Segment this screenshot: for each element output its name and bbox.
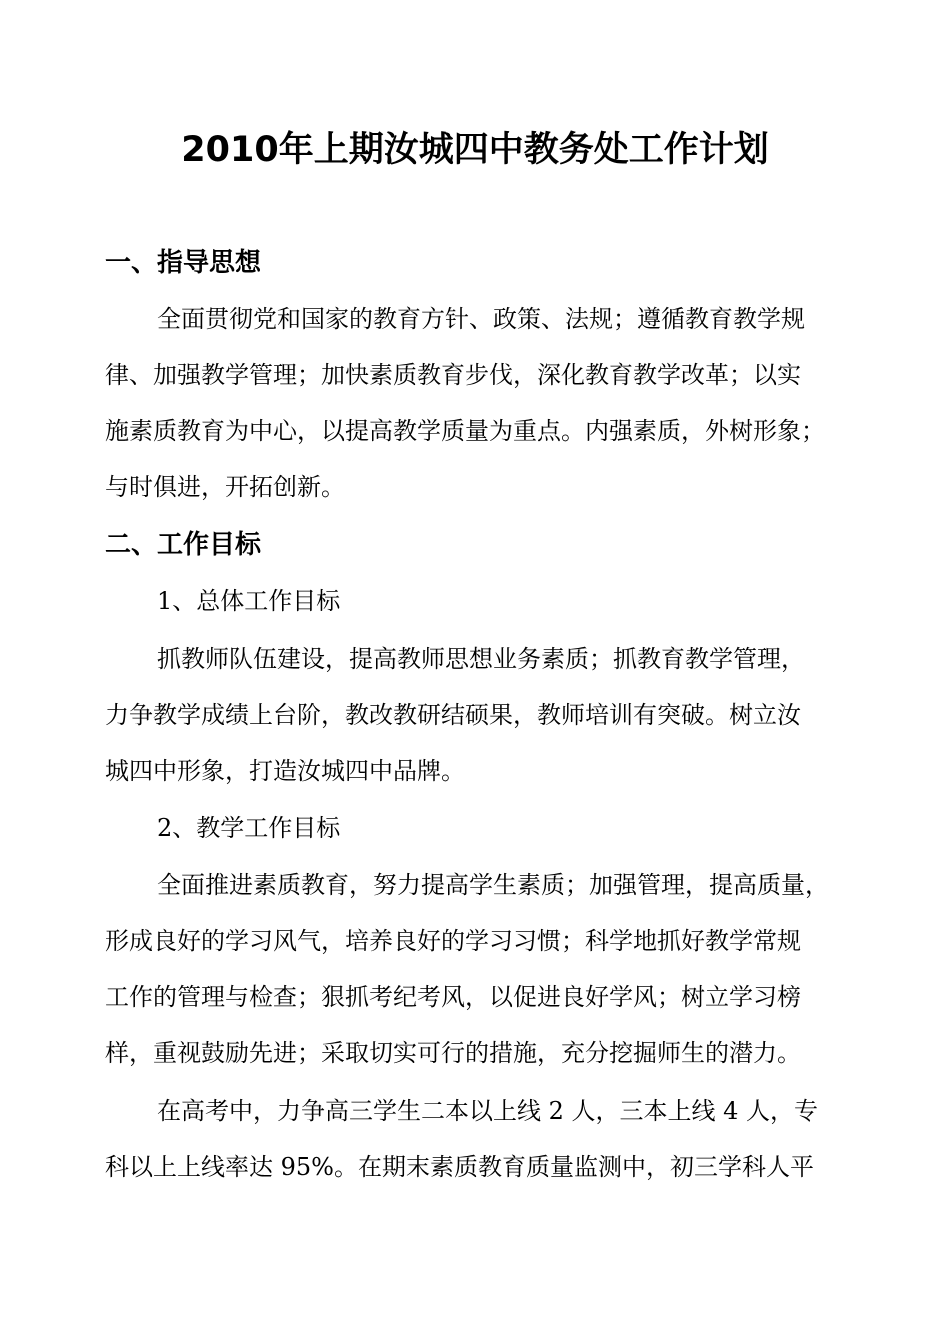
paragraph-line: 在高考中，力争高三学生二本以上线 2 人，三本上线 4 人，专 — [157, 1097, 819, 1125]
paragraph-line: 工作的管理与检查；狠抓考纪考风，以促进良好学风；树立学习榜 — [105, 983, 801, 1011]
paragraph-line: 形成良好的学习风气，培养良好的学习习惯；科学地抓好教学常规 — [105, 927, 801, 955]
paragraph-line: 施素质教育为中心，以提高教学质量为重点。内强素质，外树形象； — [105, 417, 825, 445]
paragraph-line: 城四中形象，打造汝城四中品牌。 — [105, 757, 465, 785]
document-title: 2010年上期汝城四中教务处工作计划 — [181, 130, 769, 170]
paragraph-line: 律、加强教学管理；加快素质教育步伐，深化教育教学改革；以实 — [105, 361, 801, 389]
subsection-label-teaching-goals: 2、教学工作目标 — [157, 814, 341, 842]
paragraph-line: 全面推进素质教育，努力提高学生素质；加强管理，提高质量， — [157, 871, 829, 899]
paragraph-line: 样，重视鼓励先进；采取切实可行的措施，充分挖掘师生的潜力。 — [105, 1039, 801, 1067]
paragraph-line: 抓教师队伍建设，提高教师思想业务素质；抓教育教学管理， — [157, 645, 805, 673]
paragraph-line: 与时俱进，开拓创新。 — [105, 473, 345, 501]
section-heading-guiding-ideology: 一、指导思想 — [105, 248, 262, 278]
paragraph-line: 全面贯彻党和国家的教育方针、政策、法规；遵循教育教学规 — [157, 305, 805, 333]
paragraph-line: 科以上上线率达 95%。在期末素质教育质量监测中，初三学科人平 — [105, 1153, 814, 1181]
subsection-label-overall-goals: 1、总体工作目标 — [157, 587, 341, 615]
paragraph-line: 力争教学成绩上台阶，教改教研结硕果，教师培训有突破。树立汝 — [105, 701, 801, 729]
section-heading-work-goals: 二、工作目标 — [105, 530, 262, 560]
